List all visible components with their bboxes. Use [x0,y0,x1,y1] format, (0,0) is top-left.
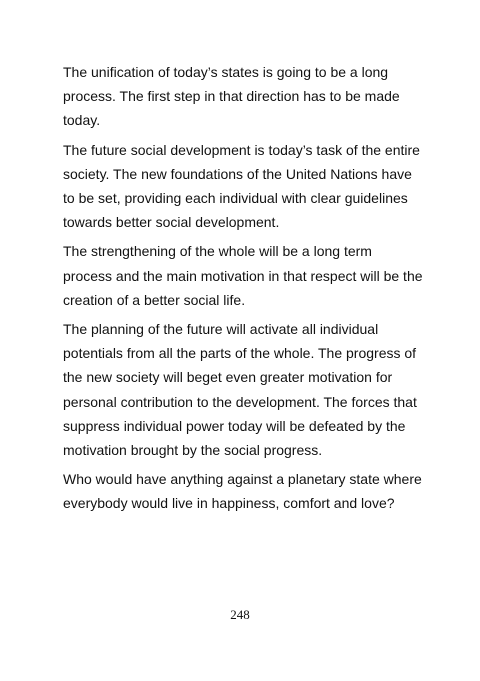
body-text [63,60,423,521]
paragraph-2: The future social development is today’s task of the entire society. The new foundations of the United Nations have to be set, providing each individual with clear guidelines towards better social development. [63,141,420,231]
paragraph-4: The planning of the future will activate all individual potentials from all the parts of the whole. The progress of the new society will beget even greater motivation for personal contribution to the development. The forces that suppress individual power today will be defeated by the motivation brought by the social progress. [63,321,417,459]
paragraph-1: The unification of today’s states is going to be a long process. The first step in that direction has to be made today. [63,64,400,129]
paragraph-5: Who would have anything against a planetary state where everybody would live in happiness, comfort and love? [63,471,422,512]
paragraph-3: The strengthening of the whole will be a long term process and the main motivation in that respect will be the creation of a better social life. [63,243,423,308]
page-number: 248 [230,607,250,622]
